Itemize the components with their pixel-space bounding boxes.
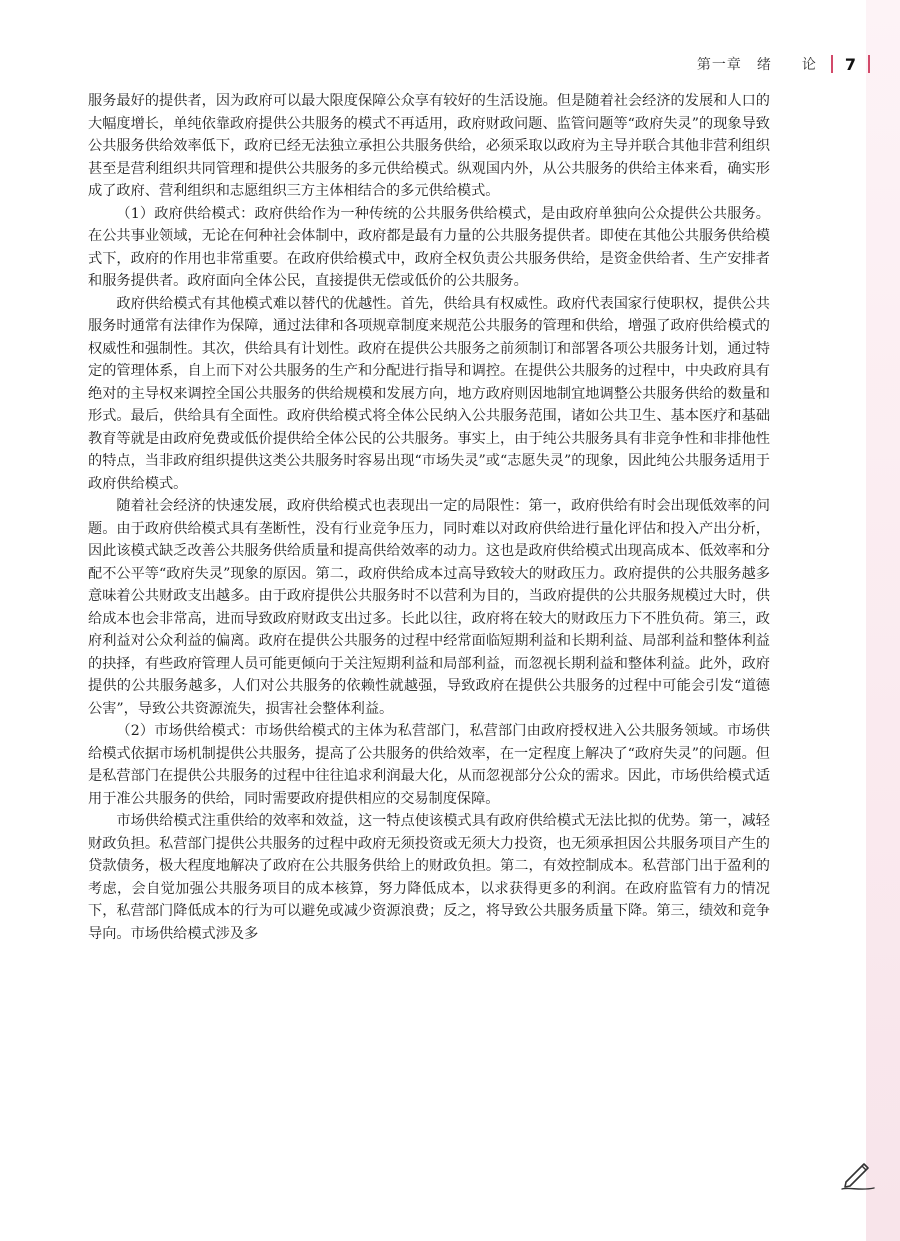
body-text	[88, 90, 770, 945]
paragraph-government-advantages: 政府供给模式有其他模式难以替代的优越性。首先，供给具有权威性。政府代表国家行使职权，提供公共服务时通常有法律作为保障，通过法律和各项规章制度来规范公共服务的管理和供给，增强了政府供给模式的权威性和强制性。其次，供给具有计划性。政府在提供公共服务之前须制订和部署各项公共服务计划，通过特定的管理体系，自上而下对公共服务的生产和分配进行指导和调控。在提供公共服务的过程中，中央政府具有绝对的主导权来调控全国公共服务的供给规模和发展方向，地方政府则因地制宜地调整公共服务供给的数量和形式。最后，供给具有全面性。政府供给模式将全体公民纳入公共服务范围，诸如公共卫生、基本医疗和基础教育等就是由政府免费或低价提供给全体公民的公共服务。事实上，由于纯公共服务具有非竞争性和非排他性的特点，当非政府组织提供这类公共服务时容易出现“市场失灵”或“志愿失灵”的现象，因此纯公共服务适用于政府供给模式。	[88, 295, 770, 492]
pen-note-icon	[838, 1160, 878, 1192]
running-header	[640, 52, 870, 76]
paragraph-continued: 服务最好的提供者，因为政府可以最大限度保障公众享有较好的生活设施。但是随着社会经济的发展和人口的大幅度增长，单纯依靠政府提供公共服务的模式不再适用，政府财政问题、监管问题等“政府失灵”的现象导致公共服务供给效率低下，政府已经无法独立承担公共服务供给，必须采取以政府为主导并联合其他非营利组织甚至是营利组织共同管理和提供公共服务的多元供给模式。纵观国内外，从公共服务的供给主体来看，确实形成了政府、营利组织和志愿组织三方主体相结合的多元供给模式。	[88, 93, 770, 199]
page-divider-bar	[831, 55, 833, 73]
paragraph-market-supply: （2）市场供给模式：市场供给模式的主体为私营部门，私营部门由政府授权进入公共服务领域。市场供给模式依据市场机制提供公共服务，提高了公共服务的供给效率，在一定程度上解决了“政府失灵”的问题。但是私营部门在提供公共服务的过程中往往追求利润最大化，从而忽视部分公众的需求。因此，市场供给模式适用于准公共服务的供给，同时需要政府提供相应的交易制度保障。	[88, 723, 770, 807]
paragraph-government-supply: （1）政府供给模式：政府供给作为一种传统的公共服务供给模式，是由政府单独向公众提供公共服务。在公共事业领域，无论在何种社会体制中，政府都是最有力量的公共服务提供者。即使在其他公共服务供给模式下，政府的作用也非常重要。在政府供给模式中，政府全权负责公共服务供给，是资金供给者、生产安排者和服务提供者。政府面向全体公民，直接提供无偿或低价的公共服务。	[88, 205, 770, 289]
chapter-title: 第一章 绪 论	[696, 57, 817, 73]
page-number: 7	[844, 54, 856, 74]
paragraph-government-limitations: 随着社会经济的快速发展，政府供给模式也表现出一定的局限性：第一，政府供给有时会出现低效率的问题。由于政府供给模式具有垄断性，没有行业竞争压力，同时难以对政府供给进行量化评估和投入产出分析，因此该模式缺乏改善公共服务供给质量和提高供给效率的动力。这也是政府供给模式出现高成本、低效率和分配不公平等“政府失灵”现象的原因。第二，政府供给成本过高导致较大的财政压力。政府提供的公共服务越多意味着公共财政支出越多。由于政府提供公共服务时不以营利为目的，当政府提供的公共服务规模过大时，供给成本也会非常高，进而导致政府财政支出过多。长此以往，政府将在较大的财政压力下不胜负荷。第三，政府利益对公众利益的偏离。政府在提供公共服务的过程中经常面临短期利益和长期利益、局部利益和整体利益的抉择，有些政府管理人员可能更倾向于关注短期利益和局部利益，而忽视长期利益和整体利益。此外，政府提供的公共服务越多，人们对公共服务的依赖性就越强，导致政府在提供公共服务的过程中可能会引发“道德公害”，导致公共资源流失，损害社会整体利益。	[88, 498, 770, 717]
page-divider-bar-right	[868, 55, 870, 73]
page-margin-strip	[866, 0, 900, 1241]
paragraph-market-advantages: 市场供给模式注重供给的效率和效益，这一特点使该模式具有政府供给模式无法比拟的优势。第一，减轻财政负担。私营部门提供公共服务的过程中政府无须投资或无须大力投资，也无须承担因公共服务项目产生的贷款债务，极大程度地解决了政府在公共服务供给上的财政负担。第二，有效控制成本。私营部门出于盈利的考虑，会自觉加强公共服务项目的成本核算，努力降低成本，以求获得更多的利润。在政府监管有力的情况下，私营部门降低成本的行为可以避免或减少资源浪费；反之，将导致公共服务质量下降。第三，绩效和竞争导向。市场供给模式涉及多	[88, 813, 770, 942]
